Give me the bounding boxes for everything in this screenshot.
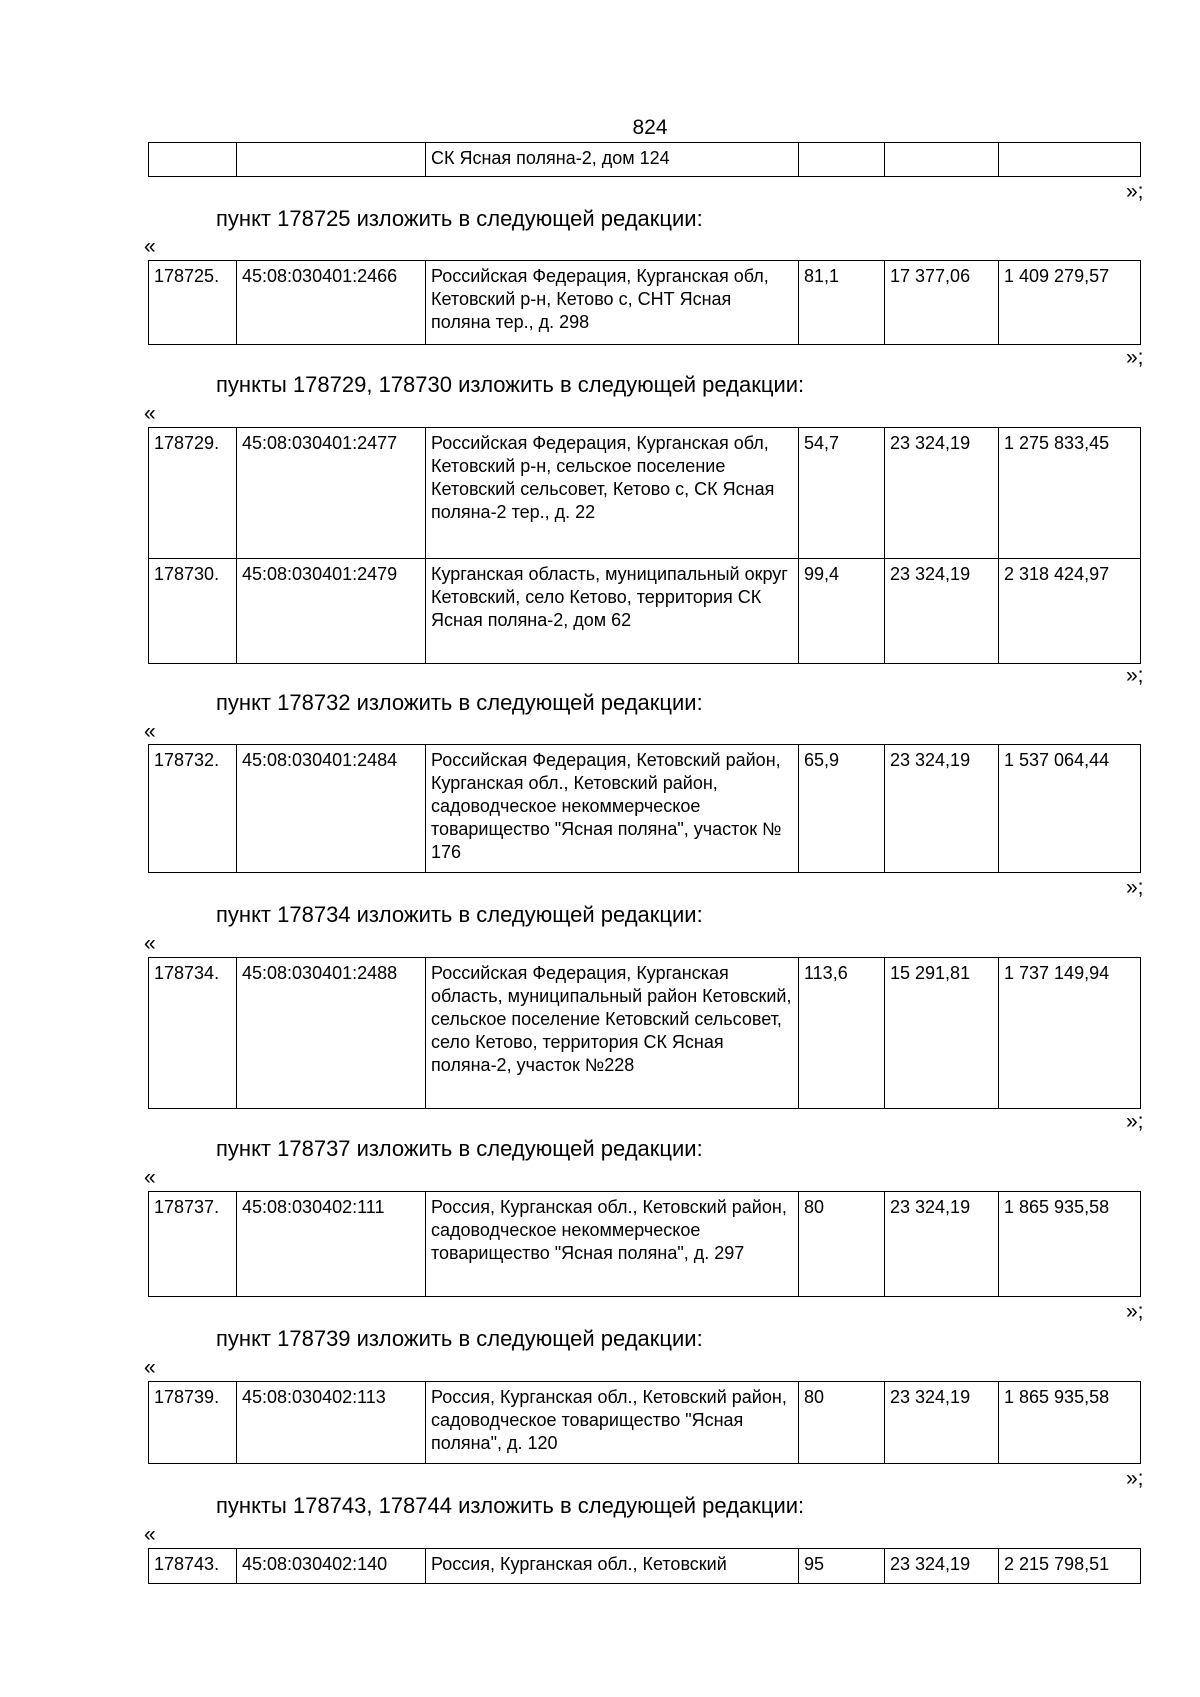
opening-quote: « xyxy=(144,932,156,955)
cell-price: 23 324,19 xyxy=(885,1549,999,1584)
cell-value: 1 865 935,58 xyxy=(999,1192,1141,1297)
cell-cadastral: 45:08:030401:2466 xyxy=(237,261,426,345)
cell-number: 178737. xyxy=(149,1192,237,1297)
opening-quote: « xyxy=(144,1166,156,1189)
cell-address: СК Ясная поляна-2, дом 124 xyxy=(426,143,799,177)
cell-address: Российская Федерация, Курганская обл, Кетовский р-н, сельское поселение Кетовский сельсовет, Кетово с, СК Ясная поляна-2 тер., д. 22 xyxy=(426,428,799,559)
cell-area: 80 xyxy=(799,1192,885,1297)
amendment-table xyxy=(148,1548,1141,1584)
cell-area: 113,6 xyxy=(799,958,885,1109)
table-row xyxy=(149,261,1141,345)
table-row xyxy=(149,1382,1141,1464)
page-number: 824 xyxy=(632,116,668,139)
cell-area: 65,9 xyxy=(799,745,885,873)
cell-area: 80 xyxy=(799,1382,885,1464)
cell-cadastral: 45:08:030401:2484 xyxy=(237,745,426,873)
cell-number: 178739. xyxy=(149,1382,237,1464)
cell-value: 1 275 833,45 xyxy=(999,428,1141,559)
closing-quote: »; xyxy=(1126,346,1144,369)
table-row xyxy=(149,745,1141,873)
amendment-table xyxy=(148,260,1141,345)
opening-quote: « xyxy=(144,1523,156,1546)
amendment-table xyxy=(148,1381,1141,1464)
table-row xyxy=(149,1192,1141,1297)
cell-area: 95 xyxy=(799,1549,885,1584)
amendment-table xyxy=(148,427,1141,664)
cell-cadastral: 45:08:030401:2488 xyxy=(237,958,426,1109)
cell-price xyxy=(885,143,999,177)
cell-cadastral: 45:08:030402:113 xyxy=(237,1382,426,1464)
amendment-instruction: пункт 178739 изложить в следующей редакции: xyxy=(216,1326,703,1351)
cell-number xyxy=(149,143,237,177)
table-row xyxy=(149,958,1141,1109)
cell-cadastral xyxy=(237,143,426,177)
amendment-instruction: пункт 178737 изложить в следующей редакции: xyxy=(216,1136,703,1161)
cell-cadastral: 45:08:030401:2479 xyxy=(237,559,426,664)
table-row xyxy=(149,559,1141,664)
amendment-instruction: пункт 178734 изложить в следующей редакции: xyxy=(216,902,703,927)
cell-value: 1 409 279,57 xyxy=(999,261,1141,345)
cell-address: Российская Федерация, Курганская обл, Кетовский р-н, Кетово с, СНТ Ясная поляна тер., д. 298 xyxy=(426,261,799,345)
closing-quote: »; xyxy=(1126,1300,1144,1323)
closing-quote: »; xyxy=(1126,1467,1144,1490)
cell-value: 1 865 935,58 xyxy=(999,1382,1141,1464)
cell-number: 178743. xyxy=(149,1549,237,1584)
opening-quote: « xyxy=(144,720,156,743)
opening-quote: « xyxy=(144,235,156,258)
amendment-table xyxy=(148,744,1141,873)
cell-cadastral: 45:08:030402:111 xyxy=(237,1192,426,1297)
amendment-instruction: пункт 178732 изложить в следующей редакции: xyxy=(216,690,703,715)
cell-value: 1 537 064,44 xyxy=(999,745,1141,873)
cell-number: 178730. xyxy=(149,559,237,664)
cell-number: 178732. xyxy=(149,745,237,873)
cell-cadastral: 45:08:030401:2477 xyxy=(237,428,426,559)
closing-quote: »; xyxy=(1126,180,1144,203)
cell-value: 2 318 424,97 xyxy=(999,559,1141,664)
cell-price: 23 324,19 xyxy=(885,428,999,559)
cell-value xyxy=(999,143,1141,177)
table-row xyxy=(149,428,1141,559)
cell-price: 23 324,19 xyxy=(885,745,999,873)
amendment-table xyxy=(148,1191,1141,1297)
cell-area xyxy=(799,143,885,177)
cell-cadastral: 45:08:030402:140 xyxy=(237,1549,426,1584)
cell-price: 17 377,06 xyxy=(885,261,999,345)
amendment-instruction: пункты 178743, 178744 изложить в следующей редакции: xyxy=(216,1493,805,1518)
cell-address: Россия, Курганская обл., Кетовский район, садоводческое товарищество "Ясная поляна", д. 120 xyxy=(426,1382,799,1464)
cell-address: Курганская область, муниципальный округ Кетовский, село Кетово, территория СК Ясная поляна-2, дом 62 xyxy=(426,559,799,664)
cell-price: 23 324,19 xyxy=(885,559,999,664)
cell-address: Российская Федерация, Курганская область, муниципальный район Кетовский, сельское поселение Кетовский сельсовет, село Кетово, территория СК Ясная поляна-2, участок №228 xyxy=(426,958,799,1109)
closing-quote: »; xyxy=(1126,1110,1144,1133)
amendment-instruction: пункты 178729, 178730 изложить в следующей редакции: xyxy=(216,372,805,397)
closing-quote: »; xyxy=(1126,876,1144,899)
cell-price: 23 324,19 xyxy=(885,1382,999,1464)
cell-address: Россия, Курганская обл., Кетовский район, садоводческое некоммерческое товарищество "Ясная поляна", д. 297 xyxy=(426,1192,799,1297)
cell-value: 2 215 798,51 xyxy=(999,1549,1141,1584)
amendment-table xyxy=(148,957,1141,1109)
cell-area: 81,1 xyxy=(799,261,885,345)
cell-number: 178729. xyxy=(149,428,237,559)
cell-area: 99,4 xyxy=(799,559,885,664)
cell-address: Российская Федерация, Кетовский район, Курганская обл., Кетовский район, садоводческое некоммерческое товарищество "Ясная поляна", участок № 176 xyxy=(426,745,799,873)
cell-price: 15 291,81 xyxy=(885,958,999,1109)
cell-area: 54,7 xyxy=(799,428,885,559)
cell-number: 178734. xyxy=(149,958,237,1109)
table-row xyxy=(149,143,1141,177)
closing-quote: »; xyxy=(1126,664,1144,687)
opening-quote: « xyxy=(144,402,156,425)
opening-quote: « xyxy=(144,1356,156,1379)
cell-value: 1 737 149,94 xyxy=(999,958,1141,1109)
cell-price: 23 324,19 xyxy=(885,1192,999,1297)
amendment-instruction: пункт 178725 изложить в следующей редакции: xyxy=(216,206,703,231)
table-row xyxy=(149,1549,1141,1584)
cell-number: 178725. xyxy=(149,261,237,345)
cell-address: Россия, Курганская обл., Кетовский xyxy=(426,1549,799,1584)
continuation-table xyxy=(148,142,1141,177)
